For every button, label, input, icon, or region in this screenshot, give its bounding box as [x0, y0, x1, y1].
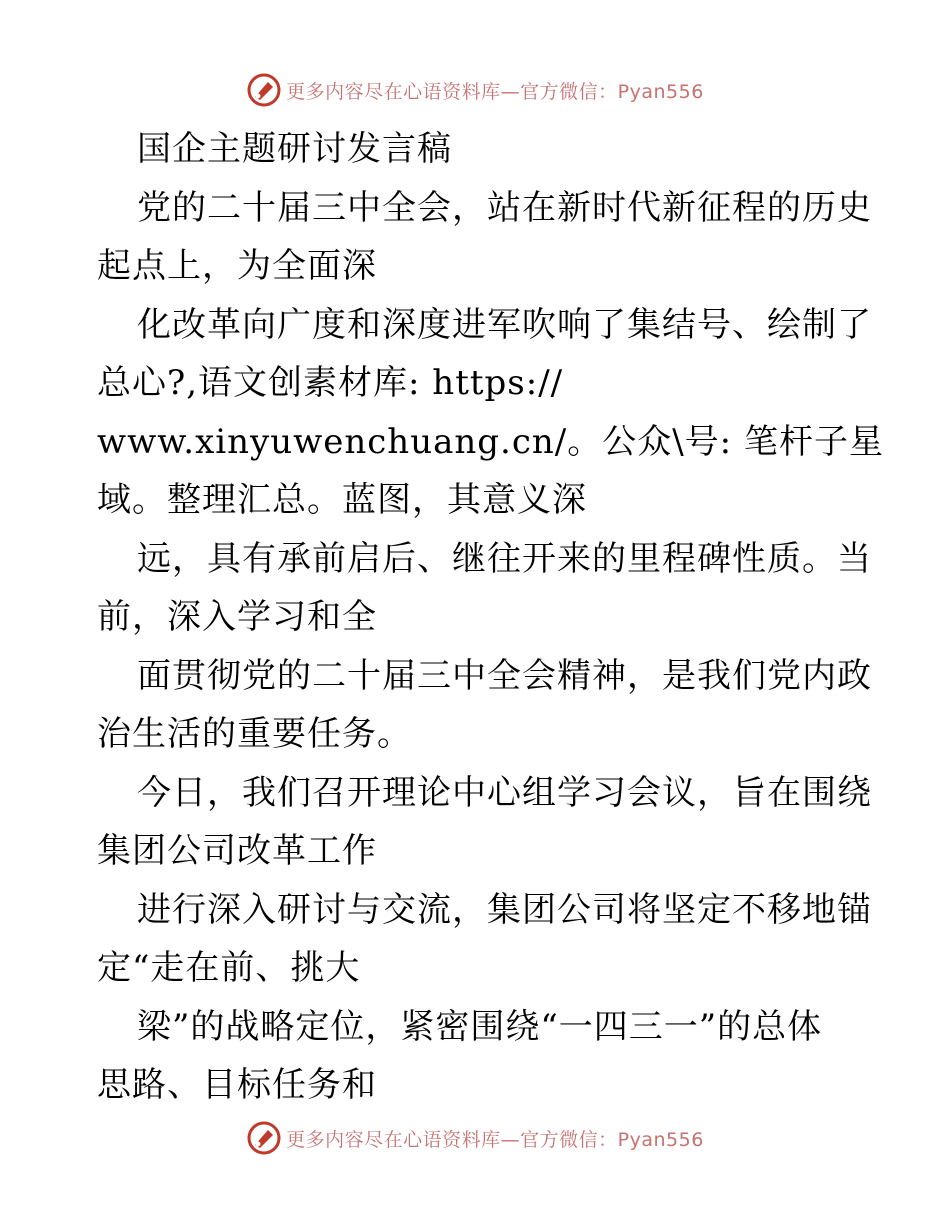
header-watermark [0, 70, 950, 110]
document-title: 国企主题研讨发言稿 [137, 129, 452, 169]
pen-nib-seal-icon [246, 1120, 282, 1156]
paragraph-line: 域。整理汇总。蓝图，其意义深 [97, 480, 587, 520]
paragraph-line: 前，深入学习和全 [97, 597, 377, 637]
paragraph-line: 思路、目标任务和 [97, 1065, 377, 1105]
paragraph-line: 治生活的重要任务。 [97, 714, 412, 754]
watermark-text: 更多内容尽在心语资料库—官方微信：Pyan556 [286, 1128, 704, 1151]
footer-watermark [0, 1118, 950, 1158]
paragraph-line: 集团公司改革工作 [97, 831, 377, 871]
watermark-text: 更多内容尽在心语资料库—官方微信：Pyan556 [286, 80, 704, 103]
paragraph-line: 党的二十届三中全会，站在新时代新征程的历史 [137, 187, 872, 228]
paragraph-line: 定“走在前、挑大 [97, 948, 361, 988]
paragraph-line: 远，具有承前启后、继往开来的里程碑性质。当 [137, 538, 872, 579]
paragraph-line: 梁”的战略定位，紧密围绕“一四三一”的总体 [137, 1006, 823, 1047]
pen-nib-seal-icon [246, 72, 282, 108]
paragraph-line: 总心?,语文创素材库: https:// [97, 363, 564, 403]
document-body [97, 120, 884, 1115]
paragraph-line: 起点上，为全面深 [97, 246, 377, 286]
paragraph-line: 今日，我们召开理论中心组学习会议，旨在围绕 [137, 772, 872, 813]
paragraph-line: www.xinyuwenchuang.cn/。公众\号: 笔杆子星 [97, 421, 884, 462]
paragraph-line: 化改革向广度和深度进军吹响了集结号、绘制了 [137, 304, 872, 345]
paragraph-line: 进行深入研讨与交流，集团公司将坚定不移地锚 [137, 889, 872, 930]
paragraph-line: 面贯彻党的二十届三中全会精神，是我们党内政 [137, 655, 872, 696]
